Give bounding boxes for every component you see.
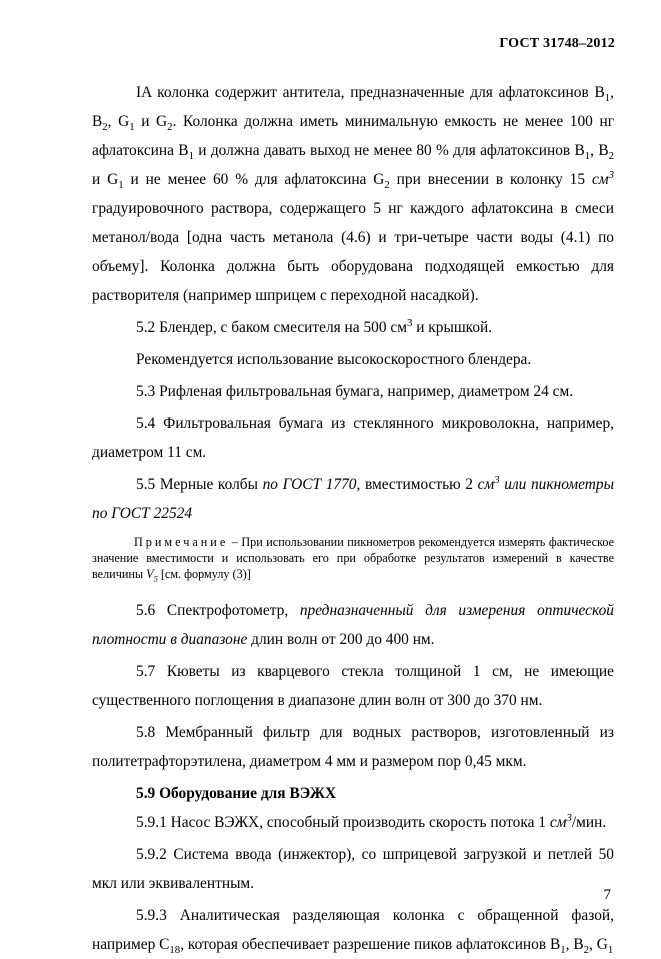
paragraph-5-2: 5.2 Блендер, с баком смесителя на 500 $см^3$ и крышкой. — [136, 316, 493, 336]
note-pycnometers: Примечание – При использовании пикнометров рекомендуется измерять фактическое значение вместимости и использовать его при обработке результатов измерений в качестве величины $V_5$ [см. формулу (3)] — [92, 535, 614, 584]
note-label: Примечание — [134, 535, 229, 549]
paragraph-5-7: 5.7 Кюветы из кварцевого стекла толщиной 1 см, не имеющие существенного поглощения в диапазоне длин волн от 300 до 370 нм. — [92, 663, 614, 709]
paragraph-ia-column: IA колонка содержит антитела, предназначенные для афлатоксинов $B_1$, $B_2$, $G_1$ и $G_2$. Колонка должна иметь минимальную емкость не менее 100 нг афлатоксина $B_1$ и должна давать выход не менее 80 % для афлатоксинов $B_1$, $B_2$ и $G_1$ и не менее 60 % для афлатоксина $G_2$ при внесении в колонку 15 $см^3$ градуировочного раствора, содержащего 5 нг каждого афлатоксина в смеси метанол/вода [одна часть метанола (4.6) и три-четыре части воды (4.1) по объему]. Колонка должна быть оборудована подходящей емкостью для растворителя (например шприцем с переходной насадкой). — [92, 84, 615, 304]
paragraph-5-9-3: 5.9.3 Аналитическая разделяющая колонка с обращенной фазой, например $C_{18}$, которая обеспечивает разрешение пиков афлатоксинов $B_1$, $B_2$, $G_1$ — [92, 907, 614, 957]
paragraph-5-8: 5.8 Мембранный фильтр для водных растворов, изготовленный из политетрафторэтилена, диаметром 4 мм и размером пор 0,45 мкм. — [92, 724, 614, 770]
document-body — [92, 78, 614, 959]
paragraph-5-9-1: 5.9.1 Насос ВЭЖХ, способный производить скорость потока 1 $см^3$/мин. — [136, 811, 607, 831]
paragraph-5-2-recommendation: Рекомендуется использование высокоскоростного блендера. — [136, 351, 532, 368]
paragraph-5-3: 5.3 Рифленая фильтровальная бумага, например, диаметром 24 см. — [136, 383, 574, 400]
paragraph-5-5: 5.5 Мерные колбы по ГОСТ 1770, вместимостью 2 $см^3$ или пикнометры по ГОСТ 22524 — [92, 473, 614, 522]
section-heading-5-9: 5.9 Оборудование для ВЭЖХ — [136, 785, 337, 802]
page-number: 7 — [603, 887, 611, 903]
standard-header: ГОСТ 31748–2012 — [499, 36, 615, 51]
paragraph-5-6: 5.6 Спектрофотометр, предназначенный для измерения оптической плотности в диапазоне длин волн от 200 до 400 нм. — [92, 602, 614, 648]
paragraph-5-9-2: 5.9.2 Система ввода (инжектор), со шприцевой загрузкой и петлей 50 мкл или эквивалентным. — [92, 846, 614, 892]
paragraph-5-4: 5.4 Фильтровальная бумага из стеклянного микроволокна, например, диаметром 11 см. — [92, 415, 614, 461]
